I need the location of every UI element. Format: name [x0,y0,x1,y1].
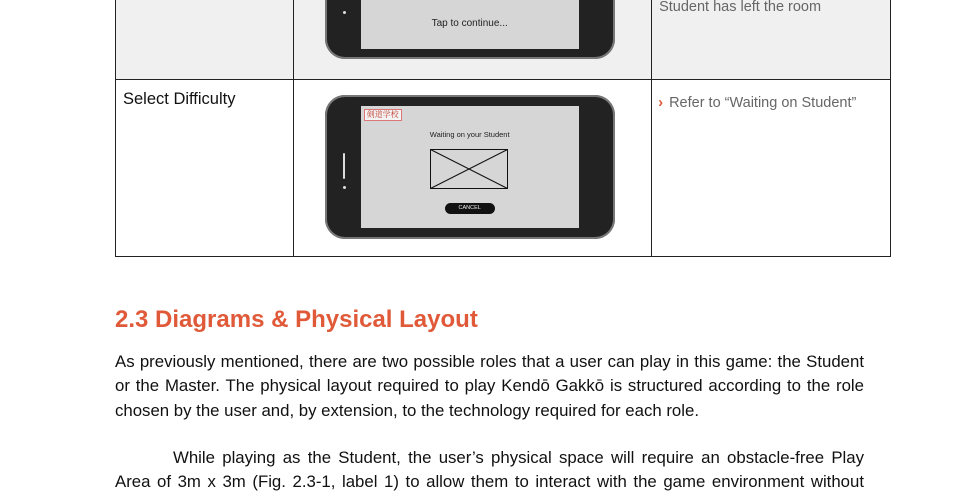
phone-mockup [325,95,615,239]
note-item [658,94,856,111]
section-heading: 2.3 Diagrams & Physical Layout [115,306,478,333]
tap-to-continue-text: Tap to continue... [431,18,508,29]
phone-screen [361,0,579,49]
body-paragraph: As previously mentioned, there are two possible roles that a user can play in this game: the Student or the Master. The physical layout required to play Kendō Gakkō is structured according to the role chosen by the user and, by extension, to the technology required for each role. [115,352,864,420]
state-label: Select Difficulty [123,90,236,108]
phone-screen [361,106,579,228]
mockup-cell [293,0,651,80]
notes-cell [652,0,891,80]
table-row [116,80,891,257]
game-logo: 剣道学校 [364,109,402,121]
mockup-cell [293,80,651,257]
chevron-right-icon: › [658,94,664,111]
body-paragraph: While playing as the Student, the user’s physical space will require an obstacle-free Play Area of 3m x 3m (Fig. 2.3-1, label 1) to allow them to interact with the game environment without [115,448,864,492]
phone-mockup [325,0,615,59]
phone-sensor-dot [343,11,346,14]
phone-sensor-dot [343,186,346,189]
phone-side-bar [343,153,345,179]
table-row [116,0,891,80]
waiting-message: Waiting on your Student [429,130,510,139]
state-label-cell [116,80,294,257]
notes-cell [652,80,891,257]
state-label-cell [116,0,294,80]
cancel-button[interactable]: CANCEL [445,203,495,214]
image-placeholder-icon [430,149,508,189]
note-text: Refer to “Waiting on Student” [669,95,857,111]
screen-spec-table [115,0,891,257]
note-text: Student has left the room [659,0,822,15]
